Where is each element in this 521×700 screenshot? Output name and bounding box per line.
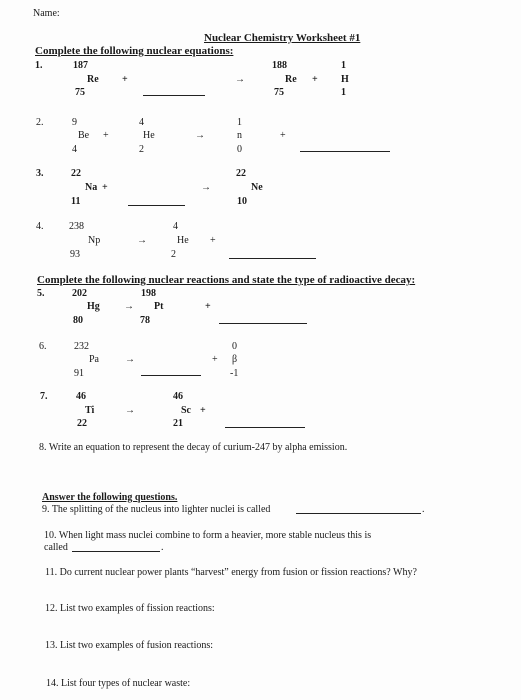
p1-term2-mass: 188: [272, 60, 287, 71]
p4-term1-atomic: 93: [70, 249, 80, 260]
p7-op1: +: [200, 405, 206, 416]
p2-arrow: →: [195, 130, 205, 141]
p2-term1-mass: 9: [72, 117, 77, 128]
p7-term2-mass: 46: [173, 391, 183, 402]
question-10-line2: called: [44, 542, 68, 553]
q9-answer-blank: [296, 513, 421, 514]
p3-term2-atomic: 10: [237, 196, 247, 207]
p6-arrow: →: [125, 354, 135, 365]
problem-4-number: 4.: [36, 221, 44, 232]
p4-term2-mass: 4: [173, 221, 178, 232]
question-8: 8. Write an equation to represent the decay of curium-247 by alpha emission.: [39, 442, 348, 453]
p2-term2-atomic: 2: [139, 144, 144, 155]
p1-arrow: →: [235, 74, 245, 85]
problem-5-number: 5.: [37, 288, 45, 299]
p7-term2-atomic: 21: [173, 418, 183, 429]
p5-arrow: →: [124, 301, 134, 312]
p6-term1-symbol: Pa: [89, 354, 99, 365]
question-10-line1: 10. When light mass nuclei combine to form a heavier, more stable nucleus this is: [44, 530, 372, 541]
p4-term1-symbol: Np: [88, 235, 101, 246]
p1-term2-atomic: 75: [274, 87, 284, 98]
p1-term3-mass: 1: [341, 60, 346, 71]
p5-term1-symbol: Hg: [87, 301, 100, 312]
p2-term2-symbol: He: [143, 130, 155, 141]
p1-term3-atomic: 1: [341, 87, 346, 98]
p3-term1-symbol: Na: [85, 182, 98, 193]
p6-term2-symbol: β: [232, 354, 238, 365]
question-12: 12. List two examples of fission reactions:: [45, 603, 215, 614]
p2-term3-atomic: 0: [237, 144, 242, 155]
p1-term1-symbol: Re: [87, 74, 99, 85]
problem-2-number: 2.: [36, 117, 44, 128]
p5-answer-blank: [219, 323, 307, 324]
p1-op2: +: [312, 74, 318, 85]
p1-answer-blank: [143, 95, 205, 96]
p2-op1: +: [103, 130, 109, 141]
section2-heading: Complete the following nuclear reactions and state the type of radioactive decay:: [37, 274, 416, 286]
p4-arrow: →: [137, 235, 147, 246]
p5-term2-mass: 198: [141, 288, 156, 299]
p2-term2-mass: 4: [139, 117, 144, 128]
problem-1-number: 1.: [35, 60, 43, 71]
section3-heading: Answer the following questions.: [42, 492, 178, 503]
p7-term2-symbol: Sc: [181, 405, 191, 416]
question-14: 14. List four types of nuclear waste:: [46, 678, 191, 689]
p6-term2-atomic: -1: [230, 368, 239, 379]
p2-op2: +: [280, 130, 286, 141]
p5-term2-atomic: 78: [140, 315, 150, 326]
p6-term1-mass: 232: [74, 341, 89, 352]
p6-op1: +: [212, 354, 218, 365]
problem-7-number: 7.: [40, 391, 48, 402]
question-13: 13. List two examples of fusion reactions:: [45, 640, 214, 651]
p6-answer-blank: [141, 375, 201, 376]
p1-term1-atomic: 75: [75, 87, 85, 98]
q9-period: .: [422, 504, 425, 515]
section1-heading: Complete the following nuclear equations:: [35, 45, 234, 57]
p7-answer-blank: [225, 427, 305, 428]
p1-op1: +: [122, 74, 128, 85]
p3-answer-blank: [128, 205, 185, 206]
name-label: Name:: [33, 8, 60, 19]
p3-term2-mass: 22: [236, 168, 246, 179]
q10-period: .: [161, 542, 164, 553]
p3-term1-mass: 22: [71, 168, 81, 179]
p2-term3-mass: 1: [237, 117, 242, 128]
p3-op1: +: [102, 182, 108, 193]
p6-term2-mass: 0: [232, 341, 237, 352]
question-11: 11. Do current nuclear power plants “harvest” energy from fusion or fission reactions? Why?: [45, 567, 417, 578]
p4-term1-mass: 238: [69, 221, 84, 232]
p3-term2-symbol: Ne: [251, 182, 263, 193]
p5-term1-atomic: 80: [73, 315, 83, 326]
p2-term3-symbol: n: [237, 130, 242, 141]
p4-term2-atomic: 2: [171, 249, 176, 260]
p5-op1: +: [205, 301, 211, 312]
p2-answer-blank: [300, 151, 390, 152]
p6-term1-atomic: 91: [74, 368, 84, 379]
p4-term2-symbol: He: [177, 235, 189, 246]
p2-term1-atomic: 4: [72, 144, 77, 155]
p7-term1-symbol: Ti: [85, 405, 95, 416]
p7-term1-mass: 46: [76, 391, 86, 402]
p1-term2-symbol: Re: [285, 74, 297, 85]
p7-arrow: →: [125, 405, 135, 416]
p1-term3-symbol: H: [341, 74, 349, 85]
p3-term1-atomic: 11: [71, 196, 81, 207]
p7-term1-atomic: 22: [77, 418, 87, 429]
p2-term1-symbol: Be: [78, 130, 90, 141]
q10-answer-blank: [72, 551, 160, 552]
problem-3-number: 3.: [36, 168, 44, 179]
problem-6-number: 6.: [39, 341, 47, 352]
p1-term1-mass: 187: [73, 60, 88, 71]
p5-term2-symbol: Pt: [154, 301, 164, 312]
question-9: 9. The splitting of the nucleus into lighter nuclei is called: [42, 504, 271, 515]
worksheet-title: Nuclear Chemistry Worksheet #1: [204, 32, 361, 44]
p5-term1-mass: 202: [72, 288, 87, 299]
p4-answer-blank: [229, 258, 316, 259]
p4-op1: +: [210, 235, 216, 246]
p3-arrow: →: [201, 182, 211, 193]
